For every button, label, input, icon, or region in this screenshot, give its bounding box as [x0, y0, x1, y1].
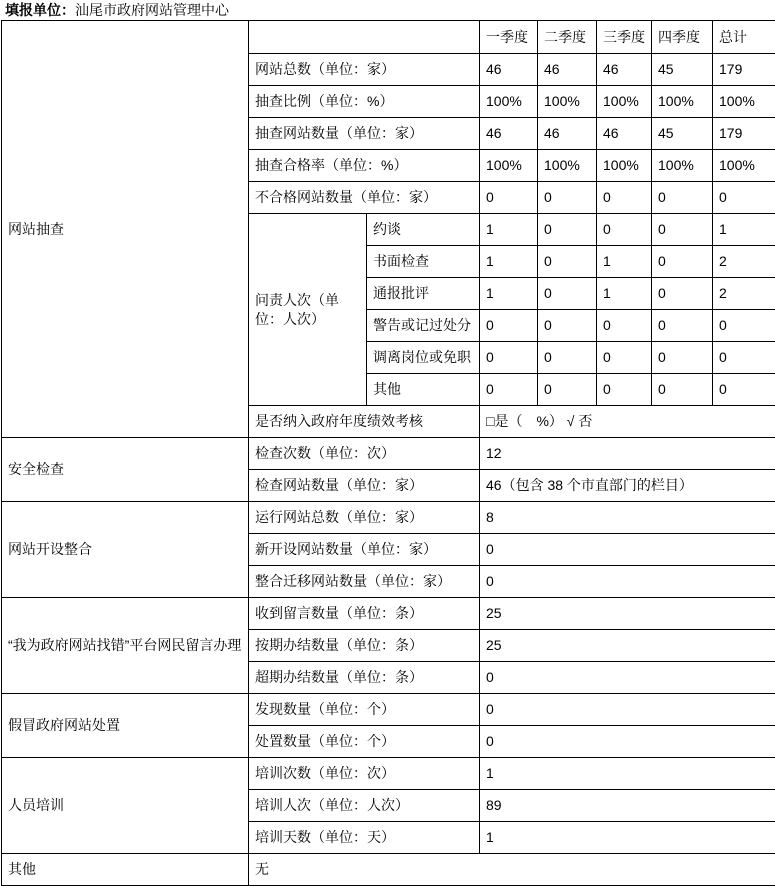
sub-row-label: 通报批评 — [367, 278, 480, 310]
value-cell: 100% — [480, 86, 538, 118]
sub-row-label: 约谈 — [367, 214, 480, 246]
header-q2: 二季度 — [538, 21, 597, 54]
empty-header-cell — [249, 21, 480, 54]
row-running-sites — [2, 502, 775, 534]
report-title-label: 填报单位： — [5, 2, 75, 18]
value-cell: 0 — [597, 342, 652, 374]
value-cell: 46 — [480, 118, 538, 150]
row-label: 新开设网站数量（单位：家） — [249, 534, 480, 566]
value-cell: 0 — [480, 694, 775, 726]
value-cell: 46 — [538, 54, 597, 86]
value-cell: 无 — [249, 854, 775, 886]
value-cell: 0 — [480, 310, 538, 342]
category-personnel-training: 人员培训 — [2, 758, 249, 854]
category-site-sampling: 网站抽查 — [2, 21, 249, 438]
row-label: 抽查合格率（单位：%） — [249, 150, 480, 182]
value-cell: 0 — [713, 342, 775, 374]
value-cell: 1 — [480, 214, 538, 246]
value-cell: 100% — [538, 86, 597, 118]
row-label: 培训次数（单位：次） — [249, 758, 480, 790]
value-cell: 100% — [713, 150, 775, 182]
value-cell: 8 — [480, 502, 775, 534]
header-q3: 三季度 — [597, 21, 652, 54]
value-cell: 46 — [597, 118, 652, 150]
value-cell: 2 — [713, 246, 775, 278]
value-cell: 12 — [480, 438, 775, 470]
value-cell: 1 — [713, 214, 775, 246]
value-cell: 0 — [480, 566, 775, 598]
value-cell: 0 — [480, 342, 538, 374]
value-cell: 0 — [652, 374, 713, 406]
accountability-group-label: 问责人次（单位：人次） — [249, 214, 367, 406]
category-fake-site-handling: 假冒政府网站处置 — [2, 694, 249, 758]
row-label: 运行网站总数（单位：家） — [249, 502, 480, 534]
value-cell: 0 — [597, 182, 652, 214]
value-cell: 0 — [652, 278, 713, 310]
value-cell: 25 — [480, 598, 775, 630]
value-cell: 0 — [652, 214, 713, 246]
row-check-count — [2, 438, 775, 470]
value-cell: 100% — [538, 150, 597, 182]
category-site-opening-integration: 网站开设整合 — [2, 502, 249, 598]
value-cell: 0 — [480, 662, 775, 694]
value-cell: 0 — [538, 278, 597, 310]
row-fake-found — [2, 694, 775, 726]
row-label: 不合格网站数量（单位：家） — [249, 182, 480, 214]
appraisal-value-cell: □是（ %） √ 否 — [480, 406, 775, 438]
value-cell: 2 — [713, 278, 775, 310]
value-cell: 1 — [597, 246, 652, 278]
value-cell: 1 — [480, 278, 538, 310]
value-cell: 1 — [597, 278, 652, 310]
value-cell: 46 — [480, 54, 538, 86]
row-other-note — [2, 854, 775, 886]
quarter-header-row — [2, 21, 775, 54]
value-cell: 0 — [480, 182, 538, 214]
header-q1: 一季度 — [480, 21, 538, 54]
value-cell: 0 — [597, 374, 652, 406]
row-label: 网站总数（单位：家） — [249, 54, 480, 86]
report-title — [0, 0, 775, 20]
value-cell: 0 — [713, 374, 775, 406]
row-label: 发现数量（单位：个） — [249, 694, 480, 726]
report-title-unit: 汕尾市政府网站管理中心 — [75, 2, 229, 18]
row-label: 处置数量（单位：个） — [249, 726, 480, 758]
value-cell: 45 — [652, 54, 713, 86]
value-cell: 0 — [538, 342, 597, 374]
value-cell: 0 — [713, 310, 775, 342]
value-cell: 179 — [713, 54, 775, 86]
value-cell: 0 — [538, 182, 597, 214]
row-label: 检查次数（单位：次） — [249, 438, 480, 470]
value-cell: 0 — [652, 246, 713, 278]
value-cell: 100% — [480, 150, 538, 182]
row-training-sessions — [2, 758, 775, 790]
value-cell: 0 — [480, 534, 775, 566]
value-cell: 25 — [480, 630, 775, 662]
row-label: 是否纳入政府年度绩效考核 — [249, 406, 480, 438]
value-cell: 0 — [480, 726, 775, 758]
value-cell: 45 — [652, 118, 713, 150]
value-cell: 0 — [597, 214, 652, 246]
value-cell: 46 — [597, 54, 652, 86]
row-label: 抽查比例（单位：%） — [249, 86, 480, 118]
value-cell: 0 — [538, 374, 597, 406]
category-other: 其他 — [2, 854, 249, 886]
value-cell: 0 — [652, 182, 713, 214]
row-label: 抽查网站数量（单位：家） — [249, 118, 480, 150]
value-cell: 100% — [652, 86, 713, 118]
header-total: 总计 — [713, 21, 775, 54]
value-cell: 100% — [597, 86, 652, 118]
value-cell: 0 — [713, 182, 775, 214]
value-cell: 100% — [713, 86, 775, 118]
sub-row-label: 警告或记过处分 — [367, 310, 480, 342]
row-label: 超期办结数量（单位：条） — [249, 662, 480, 694]
value-cell: 100% — [652, 150, 713, 182]
value-cell: 0 — [652, 310, 713, 342]
row-label: 培训人次（单位：人次） — [249, 790, 480, 822]
sub-row-label: 书面检查 — [367, 246, 480, 278]
value-cell: 0 — [538, 214, 597, 246]
header-q4: 四季度 — [652, 21, 713, 54]
row-label: 按期办结数量（单位：条） — [249, 630, 480, 662]
row-label: 收到留言数量（单位：条） — [249, 598, 480, 630]
value-cell: 0 — [538, 246, 597, 278]
value-cell: 1 — [480, 246, 538, 278]
value-cell: 179 — [713, 118, 775, 150]
value-cell: 0 — [597, 310, 652, 342]
value-cell: 1 — [480, 758, 775, 790]
report-table — [1, 20, 775, 886]
value-cell: 0 — [538, 310, 597, 342]
sub-row-label: 调离岗位或免职 — [367, 342, 480, 374]
value-cell: 46 — [538, 118, 597, 150]
row-label: 检查网站数量（单位：家） — [249, 470, 480, 502]
row-messages-received — [2, 598, 775, 630]
value-cell: 46（包含 38 个市直部门的栏目） — [480, 470, 775, 502]
category-feedback-platform: “我为政府网站找错”平台网民留言办理 — [2, 598, 249, 694]
value-cell: 100% — [597, 150, 652, 182]
value-cell: 0 — [652, 342, 713, 374]
row-label: 培训天数（单位：天） — [249, 822, 480, 854]
sub-row-label: 其他 — [367, 374, 480, 406]
value-cell: 0 — [480, 374, 538, 406]
value-cell: 1 — [480, 822, 775, 854]
row-label: 整合迁移网站数量（单位：家） — [249, 566, 480, 598]
value-cell: 89 — [480, 790, 775, 822]
category-security-check: 安全检查 — [2, 438, 249, 502]
